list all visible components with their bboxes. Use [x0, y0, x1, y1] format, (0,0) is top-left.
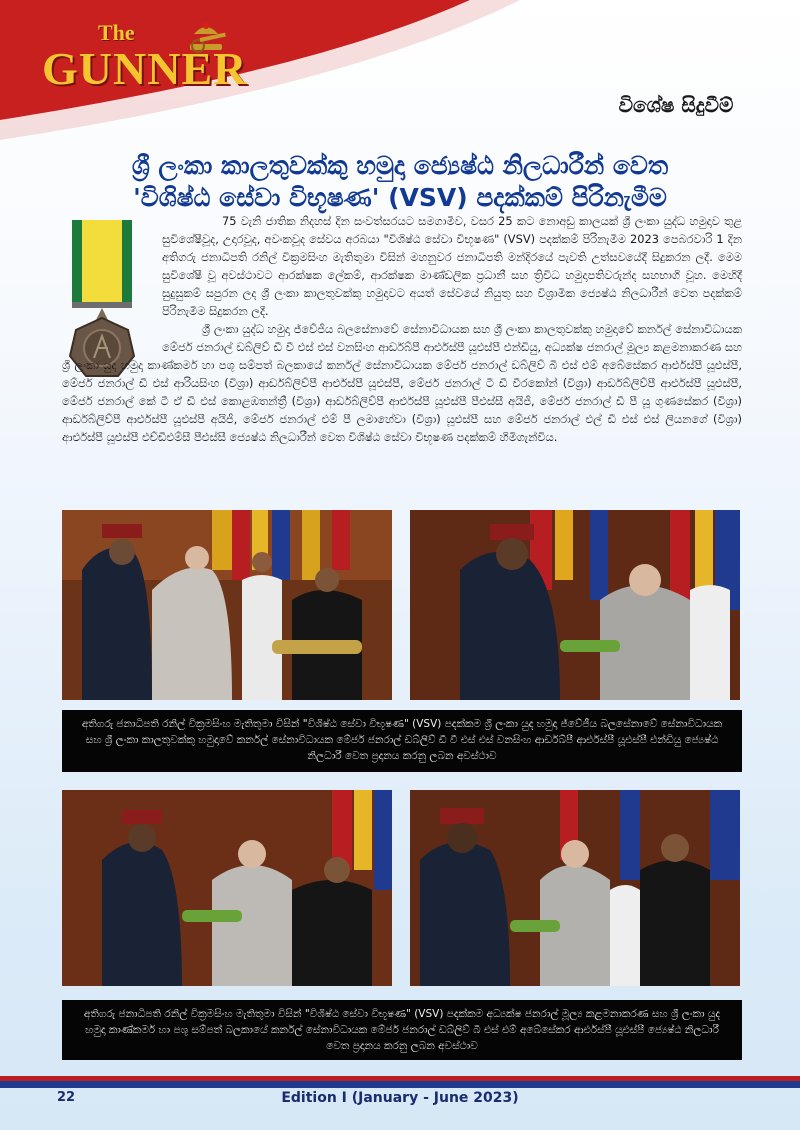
photo-ceremony-3: [62, 790, 392, 986]
article-body: [62, 212, 742, 446]
photo-caption-2: අතිගරු ජනාධිපති රනිල් වික්‍රමසිංහ මැතිතුමා විසින් "විශිෂ්ඨ සේවා විභූෂණ" (VSV) පදක්කම අධ්‍යක්ෂ ජනරාල් මූල්‍ය කළමනාකරණ සහ ශ්‍රී ලංකා යුද හමුදා කාණ්කර්ම හා පශු සම්පත් බලකායේ කර්නල් සේනාවිධායක මේජර් ජනරාල් ඩබ්ලිව් බී එස් එම් අබේසේකර ආර්එස්පී යූඑස්පී ජ්‍යෙෂ්ඨ නිලධාරී වෙත ප්‍රදානය කරනු ලබන අවස්ථාව: [62, 1000, 742, 1060]
title-line-1: ශ්‍රී ලංකා කාලතුවක්කු හමුදා ජ්‍යෙෂ්ඨ නිලධාරීන් වෙත: [131, 151, 669, 180]
article-paragraph-2: ශ්‍රී ලංකා යුද්ධ හමුදා ජ්වේජීය බලසේනාවේ සේනාවිධායක සහ ශ්‍රී ලංකා කාලතුවක්කු හමුදාවේ කර්නල් සේනාවිධායක මේජර් ජනරාල් ඩබ්ලිව් ඩී වී එස් එස් වනසිංහ ආර්ඩබ්පී ආර්එස්පී යූඑස්පී එන්ඩියු, අධ්‍යක්ෂ ජනරාල් මූල්‍ය කළමනාකරණ සහ ශ්‍රී ලංකා යුද හමුදා කාණ්කර්ම හා පශු සම්පත් බලකායේ කර්නල් සේනාවිධායක මේජර් ජනරාල් ඩබ්ලිව් බී එස් එම් අබේසේකර ආර්එස්පී යූඑස්පී, මේජර් ජනරාල් ඩී එස් ආරියසිංහ (විශ්‍රා) ආර්ඩබ්ලිව්පී ආර්එස්පී යූඑස්පී, මේජර් ජනරාල් ටී ඩී වීරකෝන් (විශ්‍රා) ආර්ඩබ්ලිව්පී ආර්එස්පී යූඑස්පී, මේජර් ජනරාල් කේ ටී ඒ ඩී එස් කොළඹතන්ත්‍රී (විශ්‍රා) ආර්ඩබ්ලිව්පී ආර්එස්පී යූඑස්පී පීඑස්සී අයිජී, මේජර් ජනරාල් ඩී පී යූ ගුණසේකර (විශ්‍රා) ආර්ඩබ්ලිව්පී ආර්එස්පී යූඑස්පී අයිජී, මේජර් ජනරාල් එම් පී ලමාහේවා (විශ්‍රා) යූඑස්පී සහ මේජර් ජනරාල් එල් ඩී එස් එස් ලියනගේ (විශ්‍රා) ආර්එස්පී යූඑස්පී එච්ඩීඑම්සී පීඑස්සී ජ්‍යෙෂ්ඨ නිලධාරීන් වෙත විශිෂ්ඨ සේවා විභූෂණ පදක්කම් හිමිගැන්විය.: [62, 322, 742, 444]
photo-ceremony-1: [62, 510, 392, 700]
article-title: [40, 150, 760, 214]
photo-ceremony-4: [410, 790, 740, 986]
logo-the: The: [98, 20, 135, 45]
section-tag: විශේෂ සිදුවීම්: [618, 93, 734, 117]
article-paragraph-1: 75 වැනි ජාතික නිදහස් දින සංවත්සරයට සමගාමීව, වසර 25 කට නොඅඩු කාලයක් ශ්‍රී ලංකා යුද්ධ හමුදාව තුළ සුවිශේෂීවූද, උදාරවූද, අවංකවූද සේවය අරබයා "විශිෂ්ඨ සේවා විභූෂණ" (VSV) පදක්කම් පිරිනැමීම 2023 පෙබරවාරි 1 දින අතිගරු ජනාධිපති රනිල් වික්‍රමසිංහ මැතිතුමා විසින් මහනුවර ජනාධිපති මන්දිරයේ පැවති උත්සවයේදී සිදුකරන ලදී. මෙම සුවිශේෂී වූ අවස්ථාවට ආරක්ෂක ලේකම්, ආරක්ෂක මාණ්ඩලික ප්‍රධානී සහ ත්‍රිවිධ හමුදාපතිවරුන්ද සහභාගි වූහ. මෙහිදී සුදුසුකම් සපුරන ලද ශ්‍රී ලංකා කාලතුවක්කු හමුදාවට අයත් සේවයේ නියුතු සහ විශ්‍රාමික ජ්‍යෙෂ්ඨ නිලධාරීන් වෙත පදක්කම් පිරිනැමීම සිදුකරන ලදී.: [162, 214, 742, 318]
footer-accent: [0, 1076, 800, 1081]
logo-name: GUNNER: [42, 43, 248, 94]
photo-ceremony-2: [410, 510, 740, 700]
photo-caption-1: අතිගරු ජනාධිපති රනිල් වික්‍රමසිංහ මැතිතුමා විසින් "විශිෂ්ඨ සේවා විභූෂණ" (VSV) පදක්කම ශ්‍රී ලංකා යුද හමුදා ජ්වේජීය බලසේනාවේ සේනාවිධායක සහ ශ්‍රී ලංකා කාලතුවක්කු හමුදාවේ කර්නල් සේනාවිධායක මේජර් ජනරාල් ඩබ්ලිව් ඩී වී එස් එස් වනසිංහ ආර්ඩබ්පී ආර්එස්පී යූඑස්පී එන්ඩියු ජ්‍යෙෂ්ඨ නිලධාරී වෙත ප්‍රදානය කරනු ලබන අවස්ථාව: [62, 710, 742, 772]
gunner-logo: [42, 20, 252, 100]
edition-label: Edition I (January - June 2023): [281, 1090, 519, 1106]
page-number: 22: [57, 1090, 76, 1105]
title-line-2: 'විශිෂ්ඨ සේවා විභූෂණ' (VSV) පදක්කම් පිරිනැමීම: [133, 183, 667, 212]
medal-spacer: [62, 212, 162, 342]
